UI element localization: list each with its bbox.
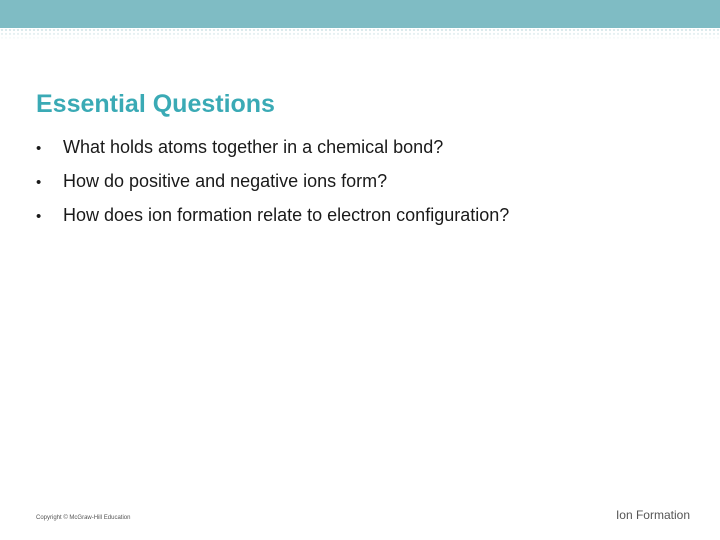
bullet-list [36,137,509,239]
bullet-marker: • [36,208,42,225]
bullet-item [36,205,509,239]
footer-topic-label: Ion Formation [615,508,690,522]
bullet-text: What holds atoms together in a chemical bond? [63,137,444,157]
bullet-item [36,137,509,171]
bullet-item [36,171,509,205]
footer-copyright: Copyright © McGraw-Hill Education [36,515,131,521]
bullet-text: How do positive and negative ions form? [63,171,388,191]
bullet-text: How does ion formation relate to electron configuration? [63,205,510,225]
header-band [0,0,720,28]
bullet-marker: • [36,140,42,157]
bullet-marker: • [36,174,42,191]
header-dot-pattern [0,28,720,40]
slide-title: Essential Questions [36,90,275,118]
